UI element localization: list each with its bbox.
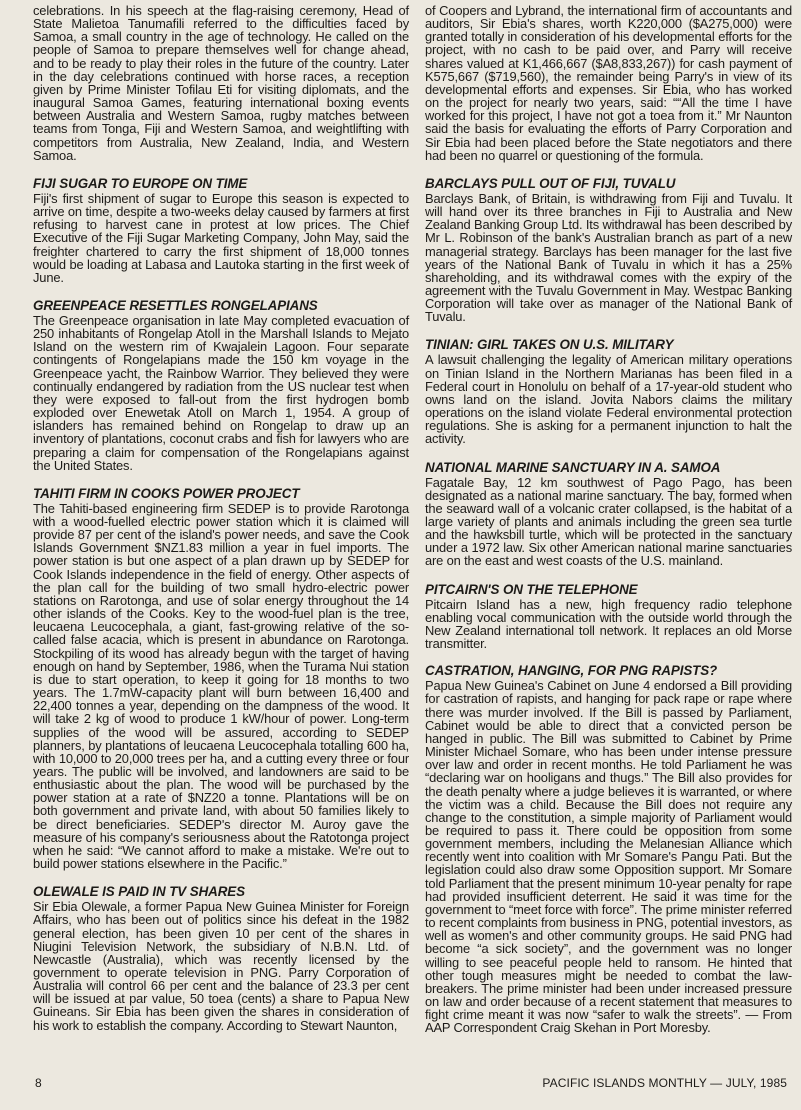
article-body: Barclays Bank, of Britain, is withdrawing from Fiji and Tuvalu. It will hand over its three branches in Fiji to Australia and New Zealand Banking Group Ltd. Its withdrawal has been described by Mr L. Robinson of the bank's Australian branch as part of a new managerial strategy. Barclays has been manager for the last five years of the National Bank of Tuvalu in which it has a 25% shareholding, and its withdrawal comes with the expiry of the agreement with the Tuvalu Government in May. Westpac Banking Corporation will take over as manager of the National Bank of Tuvalu. xyxy=(425,190,792,325)
article-body: Fiji's first shipment of sugar to Europe this season is expected to arrive on time, despite a two-weeks delay caused by farmers at first refusing to harvest cane in protest at low prices. The Chief Executive of the Fiji Sugar Marketing Company, John May, said the freighter chartered to carry the first shipment of 18,000 tonnes would be loading at Labasa and Lautoka starting in the first week of June. xyxy=(33,190,409,285)
article-headline: GREENPEACE RESETTLES RONGELAPIANS xyxy=(33,297,318,313)
continued-article-olewale xyxy=(425,4,792,162)
article-body: A lawsuit challenging the legality of American military operations on Tinian Island in the Northern Marianas has been filed in a Federal court in Honolulu on behalf of a 17-year-old student who owns land on the island. Jovita Nabors claims the military operations on the island violate Federal environmental protection regulations. She is asking for a permanent injunction to halt the activity. xyxy=(425,352,792,447)
article-headline: TINIAN: GIRL TAKES ON U.S. MILITARY xyxy=(425,337,674,353)
article-olewale xyxy=(33,884,409,1032)
article-marine-sanctuary xyxy=(425,460,792,568)
article-body: The Greenpeace organisation in late May completed evacuation of 250 inhabitants of Rongelap Atoll in the Marshall Islands to Mejato Island on the western rim of Kwajalein Lagoon. Four separate contingents of Rongelapians made the 150 km voyage in the Greenpeace yacht, the Rainbow Warrior. They believed they were continually endangered by radiation from the US nuclear test when they were exposed to fall-out from the first hydrogen bomb exploded over Enewetak Atoll on March 1, 1954. A group of islanders has remained behind on Rongelap to draw up an inventory of plantations, coconut crabs and fish for lawyers who are preparing a claim for compensation of the Rongelapians against the United States. xyxy=(33,312,409,473)
publication-credit: PACIFIC ISLANDS MONTHLY — JULY, 1985 xyxy=(542,1076,787,1090)
article-headline: TAHITI FIRM IN COOKS POWER PROJECT xyxy=(33,485,300,501)
article-tinian xyxy=(425,337,792,445)
article-headline: NATIONAL MARINE SANCTUARY IN A. SAMOA xyxy=(425,459,721,475)
article-fiji-sugar xyxy=(33,176,409,284)
article-pitcairn xyxy=(425,582,792,651)
article-body: Fagatale Bay, 12 km southwest of Pago Pago, has been designated as a national marine sanctuary. The bay, formed when the seaward wall of a volcanic crater collapsed, is the habitat of a large variety of plants and animals including the green sea turtle and the hawksbill turtle, which will be protected in the sanctuary under a 1972 law. Six other American national marine sanctuaries are on the east and west coasts of the U.S. mainland. xyxy=(425,474,792,569)
article-png-rapists xyxy=(425,663,792,1034)
article-headline: PITCAIRN'S ON THE TELEPHONE xyxy=(425,581,638,597)
article-body: Papua New Guinea's Cabinet on June 4 endorsed a Bill providing for castration of rapists, and hanging for pack rape or rape where there was murder involved. If the Bill is passed by Parliament, Cabinet would be able to direct that a convicted person be hanged in public. The Bill was submitted to Cabinet by Prime Minister Michael Somare, who has been under intense pressure over law and order in recent months. He told Parliament he was “declaring war on hooligans and thugs.” The Bill also provides for the death penalty where a judge believes it is warranted, or where the victim was a child. Because the Bill does not require any change to the constitution, a simple majority of Parliament would be required to pass it. There could be opposition from some government members, including the Melanesian Alliance which recently went into coalition with Mr Somare's Pangu Pati. But the legislation could also draw some Opposition support. Mr Somare told Parliament that the present minimum 10-year penalty for rape had provided insufficient deterrent. He said it was time for the government to “meet force with force”. The prime minister referred to recent complaints from business in PNG, potential investors, as well as women's and other community groups. He said PNG had become “a sick society”, and the government was no longer willing to see peaceful people held to ransom. He hinted that other tough measures might be needed to combat the law-breakers. The prime minister had been under increased pressure on law and order because of a recent statement that measures to fight crime meant it was now “safer to walk the streets”. — From AAP Correspondent Craig Skehan in Port Moresby. xyxy=(425,678,792,1036)
left-column xyxy=(33,4,409,1046)
article-headline: OLEWALE IS PAID IN TV SHARES xyxy=(33,884,245,900)
article-barclays xyxy=(425,176,792,324)
page-footer xyxy=(0,1076,801,1096)
article-body: celebrations. In his speech at the flag-raising ceremony, Head of State Malietoa Tanumafili referred to the difficulties faced by Samoa, a small country in the age of technology. He called on the people of Samoa to prepare themselves well for change ahead, and to be ready to play their roles in the future of the country. Later in the day celebrations continued with horse races, a reception given by Prime Minister Tofilau Eti for visiting diplomats, and the inaugural Samoa Games, featuring international boxing events between Australia and Western Samoa, rugby matches between teams from Tonga, Fiji and Western Samoa, and weightlifting with competitors from Australia, New Zealand, India, and Western Samoa. xyxy=(33,3,409,163)
article-headline: BARCLAYS PULL OUT OF FIJI, TUVALU xyxy=(425,175,676,191)
continued-article-celebrations xyxy=(33,4,409,162)
article-tahiti-power xyxy=(33,486,409,870)
article-body: Sir Ebia Olewale, a former Papua New Guinea Minister for Foreign Affairs, who has been out of politics since his defeat in the 1982 general election, has been given 10 per cent of the shares in Niugini Television Network, the subsidiary of N.B.N. Ltd. of Newcastle (Australia), which was recently licensed by the government to operate television in PNG. Parry Corporation of Australia will control 66 per cent and the balance of 23.3 per cent will be issued at par value, 50 toea (cents) a share to Papua New Guineans. Sir Ebia has been given the shares in consideration of his work to establish the company. According to Stewart Naunton, xyxy=(33,899,409,1033)
article-body: of Coopers and Lybrand, the international firm of accountants and auditors, Sir Ebia's shares, worth K220,000 ($A275,000) were granted totally in consideration of his developmental efforts for the project, with no cash to be paid over, and Parry will receive shares valued at K1,466,667 ($A8,833,267)) for cash payment of K575,667 ($719,560), the remainder being Parry's in view of its developmental efforts and expenses. Sir Ebia, who has worked on the project for nearly two years, said: ““All the time I have worked for this project, I have not got a toea from it.” Mr Naunton said the basis for evaluating the efforts of Parry Corporation and Sir Ebia had been placed before the State negotiators and there had been no quarrel or questioning of the formula. xyxy=(425,3,792,163)
page-number: 8 xyxy=(35,1076,42,1090)
article-headline: CASTRATION, HANGING, FOR PNG RAPISTS? xyxy=(425,663,718,679)
right-column xyxy=(425,4,792,1048)
article-greenpeace xyxy=(33,298,409,472)
article-body: The Tahiti-based engineering firm SEDEP is to provide Rarotonga with a wood-fuelled electric power station which it is claimed will provide 87 per cent of the island's power needs, and save the Cook Islands Government $NZ1.83 million a year in fuel imports. The power station is but one aspect of a plan drawn up by SEDEP for Cook Islands independence in the field of energy. Other aspects of the plan call for the building of two small hydro-electric power stations on Rarotonga, and use of solar energy throughout the 14 other islands of the Cooks. Key to the wood-fuel plan is the tree, leucaena Leucocephala, a giant, fast-growing relative of the so-called false acacia, which is present in abundance on Rarotonga. Stockpiling of its wood has already begun with the target of having enough on hand by September, 1986, when the Turama Nui station is due to start operation, to keep it going for 18 months to two years. The 1.7mW-capacity plant will burn between 16,400 and 22,400 tonnes a year, depending on the dampness of the wood. It will take 2 kg of wood to produce 1 kW/hour of power. Long-term supplies of the wood will be assured, according to SEDEP planners, by plantations of leucaena Leucocephala totalling 600 ha, with 10,000 to 20,000 trees per ha, and a cutting every three or four years. The public will be involved, and landowners are said to be enthusiastic about the plan. The wood will be purchased by the power station at a rate of $NZ20 a tonne. Plantations will be on both government and private land, with about 50 families likely to be direct beneficiaries. SEDEP's director M. Auroy gave the measure of his company's seriousness about the Ratotonga project when he said: “We cannot afford to make a mistake. We're out to build power stations elsewhere in the Pacific.” xyxy=(33,500,409,872)
article-headline: FIJI SUGAR TO EUROPE ON TIME xyxy=(33,175,248,191)
article-body: Pitcairn Island has a new, high frequency radio telephone enabling vocal communication with the outside world through the New Zealand international toll network. It replaces an old Morse transmitter. xyxy=(425,596,792,652)
